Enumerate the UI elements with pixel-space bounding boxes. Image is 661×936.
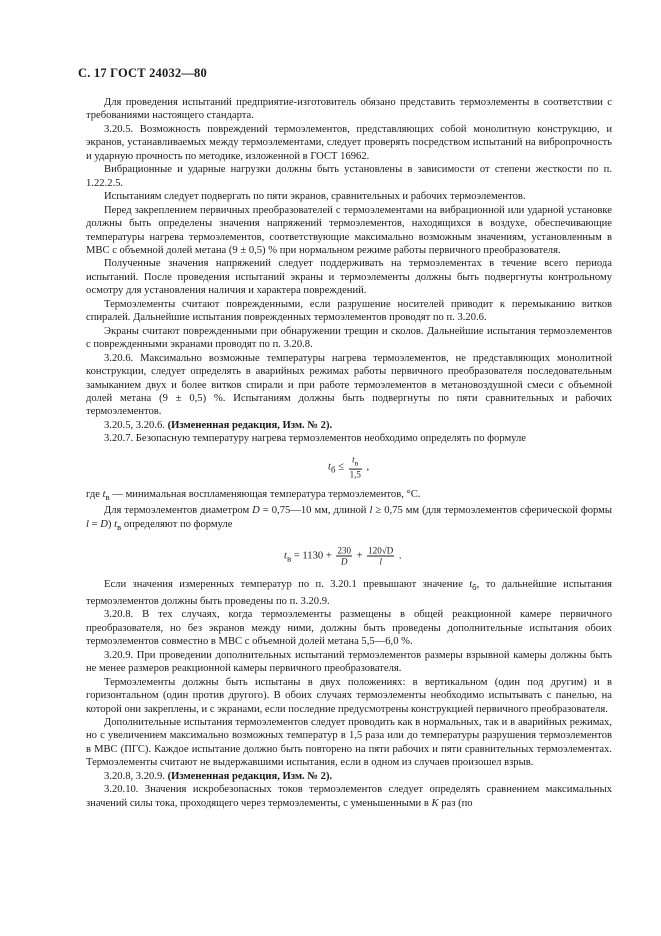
formula-symbol: t bbox=[284, 550, 287, 562]
symbol-t: t bbox=[114, 518, 118, 530]
fraction-denominator: D bbox=[340, 556, 348, 567]
fraction-numerator: 120√D bbox=[368, 545, 394, 556]
amendment-clauses: 3.20.5, 3.20.6. bbox=[104, 419, 168, 431]
amendment-label: (Измененная редакция, Изм. № 2). bbox=[167, 770, 333, 782]
symbol-t: t bbox=[469, 579, 473, 591]
text-run: где bbox=[86, 488, 103, 500]
page-header: С. 17 ГОСТ 24032—80 bbox=[78, 66, 207, 80]
formula-fraction bbox=[349, 454, 362, 479]
symbol-subscript: в bbox=[105, 491, 110, 502]
formula-operator: ≤ bbox=[335, 461, 347, 473]
paragraph: Термоэлементы должны быть испытаны в двух положениях: в вертикальном (один под другим) и в горизонтальном (один против другого). В обоих случаях термоэлементы необходимо испытывать с панелью, на которой они закреплены, и с экранами, если последние предусмотрены конструкцией первичного преобразователя. bbox=[86, 676, 612, 715]
symbol-subscript: в bbox=[117, 521, 122, 532]
fraction-denominator: l bbox=[379, 556, 382, 567]
text-run: — минимальная воспламеняющая температура термоэлементов, °С. bbox=[109, 488, 421, 500]
amendment-label: (Измененная редакция, Изм. № 2). bbox=[167, 419, 333, 431]
formula-operator: = 1130 + bbox=[291, 550, 335, 562]
symbol-t: t bbox=[102, 488, 106, 500]
paragraph bbox=[86, 488, 612, 505]
formula-subscript: в bbox=[354, 458, 359, 468]
formula-subscript: в bbox=[286, 553, 292, 564]
text-run: раз (по bbox=[438, 797, 473, 809]
formula-tail: , bbox=[363, 461, 370, 473]
text-run: ) bbox=[107, 518, 115, 530]
symbol-l: l bbox=[86, 518, 89, 530]
text-run: Если значения измеренных температур по п. 3.20.1 превышают значение bbox=[104, 579, 470, 591]
paragraph: 3.20.7. Безопасную температуру нагрева термоэлементов необходимо определять по формуле bbox=[104, 433, 526, 445]
text-run: Для термоэлементов диаметром bbox=[104, 505, 253, 517]
paragraph: 3.20.8. В тех случаях, когда термоэлементы размещены в общей реакционной камере первичного преобразователя, но без экранов между ними, должны быть проведены дополнительные испытания обоих термоэлементов совместно в МВС с объемной долей метана 5,5—6,0 %. bbox=[86, 609, 612, 648]
paragraph: Испытаниям следует подвергать по пяти экранов, сравнительных и рабочих термоэлементов. bbox=[104, 191, 526, 203]
paragraph: 3.20.9. При проведении дополнительных испытаний термоэлементов размеры взрывной камеры должны быть не менее размеров реакционной камеры первичного преобразователя. bbox=[86, 649, 612, 675]
formula-line bbox=[328, 454, 369, 479]
formula-ignition-temperature bbox=[86, 534, 612, 578]
paragraph bbox=[86, 504, 612, 534]
formula-line bbox=[284, 546, 402, 567]
paragraph: Полученные значения напряжений следует поддерживать на термоэлементах в течение всего периода испытаний. После проведения испытаний экраны и термоэлементы должны быть подвергнуты контрольному осмотру для установления наличия и характера повреждений. bbox=[86, 258, 612, 297]
formula-safe-temperature bbox=[86, 446, 612, 488]
document-body bbox=[86, 96, 612, 810]
fraction-denominator: 1,5 bbox=[349, 469, 361, 480]
paragraph: Экраны считают поврежденными при обнаружении трещин и сколов. Дальнейшие испытания термоэлементов с поврежденными экранами проводят по п. 3.20.8. bbox=[86, 325, 612, 351]
text-run: определяют по формуле bbox=[121, 518, 233, 530]
text-run: ≥ 0,75 мм (для термоэлементов сферической формы bbox=[372, 505, 612, 517]
formula-fraction bbox=[367, 546, 394, 567]
symbol-l: l bbox=[369, 505, 373, 517]
paragraph: Термоэлементы считают поврежденными, если разрушение носителей приводит к перемыканию витков спиралей. Дальнейшие испытания поврежденных термоэлементов проводят по п. 3.20.6. bbox=[86, 298, 612, 324]
symbol-K: K bbox=[431, 797, 439, 809]
formula-symbol: t bbox=[328, 461, 331, 473]
text-run: = 0,75—10 мм, длиной bbox=[259, 505, 370, 517]
amendment-note bbox=[86, 419, 612, 432]
paragraph: Вибрационные и ударные нагрузки должны быть установлены в зависимости от степени жесткости по п. 1.22.2.5. bbox=[86, 164, 612, 189]
symbol-D: D bbox=[252, 505, 260, 517]
paragraph: 3.20.6. Максимально возможные температуры нагрева термоэлементов, не представляющих монолитной конструкции, следует определять в аварийных режимах работы первичного преобразователя последовательным замыканием двух и более витков спирали и при работе термоэлементов в метановоздушной смеси с объемной долей метана (9 ± 0,5) %. Испытаниям должны быть подвергнуты по пяти сравнительных и рабочих термоэлементов. bbox=[86, 352, 612, 418]
formula-symbol: t bbox=[352, 454, 355, 465]
formula-fraction bbox=[336, 546, 352, 567]
text-run: , то дальнейшие испытания термоэлементов должны быть проведены по п. 3.20.9. bbox=[86, 579, 612, 607]
text-run: = bbox=[88, 518, 101, 530]
paragraph: 3.20.5. Возможность повреждений термоэлементов, представляющих собой монолитную конструкцию, и экранов, устанавливаемых между термоэлементами, следует проверять посредством испытаний на вибропрочность и ударную прочность по методике, изложенной в ГОСТ 16962. bbox=[86, 123, 612, 162]
fraction-numerator: 230 bbox=[337, 545, 351, 556]
text-run: 3.20.10. Значения искробезопасных токов термоэлементов следует определять сравнением максимальных значений силы тока, проходящего через термоэлементы, с уменьшенными в bbox=[86, 784, 612, 809]
formula-subscript: б bbox=[330, 464, 336, 475]
symbol-subscript: б bbox=[472, 582, 477, 593]
formula-tail: . bbox=[396, 550, 402, 562]
paragraph: Перед закреплением первичных преобразователей с термоэлементами на вибрационной или ударной установке должны быть определены значения напряжений термоэлементов, находящихся в воздухе, обеспечивающие температуры нагрева термоэлементов, соответствующие максимально возможным значениям, установленным в МВС с объемной долей метана (9 ± 0,5) % при нормальном режиме работы первичного преобразователя. bbox=[86, 204, 612, 256]
formula-operator: + bbox=[353, 550, 366, 562]
fraction-numerator bbox=[349, 454, 362, 469]
paragraph bbox=[86, 578, 612, 608]
paragraph bbox=[86, 783, 612, 810]
paragraph: Дополнительные испытания термоэлементов следует проводить как в нормальных, так и в аварийных режимах, но с увеличением максимально возможных температур в 1,5 раза или до температуры разрушения термоэлементов в МВС (ПГС). Каждое испытание должно быть повторено на пяти рабочих и пяти сравнительных термоэлементах. Термоэлементы считают не выдержавшими испытания, если в одном из случаев произошел взрыв. bbox=[86, 717, 612, 769]
paragraph: Для проведения испытаний предприятие-изготовитель обязано представить термоэлементы в соответствии с требованиями настоящего стандарта. bbox=[86, 97, 612, 122]
amendment-note bbox=[86, 770, 612, 783]
amendment-clauses: 3.20.8, 3.20.9. bbox=[104, 770, 168, 782]
symbol-D: D bbox=[100, 518, 108, 530]
